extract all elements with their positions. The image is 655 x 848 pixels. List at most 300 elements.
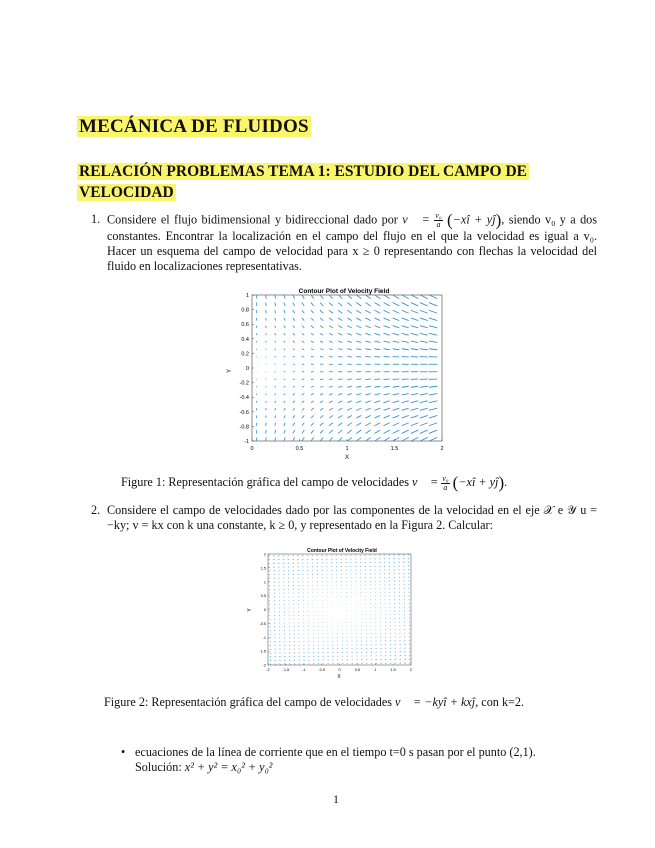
vector-arrow: [402, 401, 409, 403]
vector-arrow: [385, 641, 386, 642]
vector-arrow: [284, 386, 285, 387]
vector-arrow: [293, 341, 295, 342]
vector-arrow: [394, 577, 395, 578]
vector-arrow: [274, 574, 275, 575]
vector-arrow: [347, 408, 351, 410]
vector-arrow: [393, 303, 400, 306]
vector-arrow: [320, 415, 323, 418]
vector-arrow: [288, 559, 289, 560]
vector-arrow: [393, 555, 394, 556]
vector-arrow: [356, 379, 361, 380]
y-tick-label: 0.6: [241, 322, 249, 329]
vector-arrow: [402, 394, 409, 395]
vector-arrow: [393, 558, 394, 559]
vector-arrow: [408, 569, 409, 570]
vector-arrow: [275, 630, 276, 631]
vector-arrow: [284, 641, 285, 642]
vector-arrow: [356, 437, 361, 441]
vector-arrow: [385, 644, 386, 645]
figure-1-axes: [252, 295, 442, 441]
y-tick-label: 0.8: [241, 307, 249, 314]
vector-arrow: [275, 295, 276, 299]
vector-arrow: [266, 295, 267, 299]
vector-arrow: [283, 559, 284, 560]
vector-arrow: [399, 569, 400, 570]
vector-arrow: [402, 356, 409, 357]
vector-arrow: [293, 589, 294, 590]
vector-arrow: [283, 563, 284, 564]
vector-arrow: [394, 573, 395, 574]
vector-arrow: [278, 555, 279, 556]
vector-arrow: [408, 577, 409, 578]
problem-1-text: Considere el flujo bidimensional y bidireccional dado por v⃗ = $\frac{\text{v₀}}{a}$ (−xî + yĵ), siendo v₀ y a dos constantes. Encontrar la localización en el campo del flujo en el que la velocidad es igual a v₀. Hacer un esquema del campo de velocidad para x ≥ 0 representando con flechas la velocidad del fluido en localizaciones representativas.: [107, 210, 598, 273]
vector-arrow: [420, 318, 428, 321]
vector-arrow: [275, 637, 276, 638]
vector-arrow: [303, 637, 304, 638]
vector-arrow: [329, 303, 333, 306]
vector-arrow: [384, 558, 385, 559]
vector-arrow: [356, 333, 361, 335]
vector-arrow: [274, 585, 275, 586]
vector-arrow: [374, 415, 380, 418]
vector-arrow: [356, 394, 361, 395]
vector-arrow: [385, 637, 386, 638]
vector-arrow: [311, 401, 314, 403]
vector-arrow: [275, 356, 276, 357]
vector-arrow: [303, 649, 304, 650]
vector-arrow: [284, 437, 285, 441]
vector-arrow: [289, 637, 290, 638]
vector-arrow: [402, 295, 409, 299]
vector-arrow: [374, 566, 375, 567]
vector-arrow: [389, 566, 390, 567]
vector-arrow: [299, 664, 300, 665]
vector-arrow: [320, 318, 323, 321]
vector-arrow: [384, 555, 385, 556]
vector-arrow: [275, 379, 276, 380]
vector-arrow: [375, 581, 376, 582]
vector-arrow: [302, 295, 304, 299]
vector-arrow: [403, 562, 404, 563]
vector-arrow: [302, 303, 304, 306]
vector-arrow: [338, 303, 342, 306]
x-tick-label: -1.5: [282, 668, 290, 672]
vector-arrow: [278, 570, 279, 571]
figure-2-arrows: [268, 554, 410, 664]
vector-arrow: [365, 415, 370, 418]
section-heading: RELACIÓN PROBLEMAS TEMA 1: ESTUDIO DEL CAMPO DE VELOCIDAD: [79, 163, 527, 201]
vector-arrow: [384, 349, 390, 350]
vector-arrow: [365, 386, 370, 387]
vector-arrow: [365, 333, 370, 335]
vector-arrow: [394, 584, 395, 585]
vector-arrow: [299, 660, 300, 661]
vector-arrow: [284, 379, 285, 380]
vector-arrow: [329, 437, 333, 441]
vector-arrow: [275, 386, 276, 387]
vector-arrow: [320, 341, 323, 342]
vector-arrow: [270, 645, 271, 646]
vector-arrow: [411, 303, 418, 306]
vector-arrow: [275, 641, 276, 642]
figure-1-title: Contour Plot of Velocity Field: [298, 288, 390, 295]
vector-arrow: [411, 333, 418, 335]
vector-arrow: [303, 630, 304, 631]
vector-arrow: [398, 566, 399, 567]
vector-arrow: [320, 303, 323, 306]
vector-arrow: [390, 633, 391, 634]
vector-arrow: [278, 574, 279, 575]
vector-arrow: [320, 310, 323, 313]
vector-arrow: [395, 644, 396, 645]
vector-arrow: [284, 415, 285, 418]
vector-arrow: [289, 649, 290, 650]
vector-arrow: [420, 356, 428, 357]
vector-arrow: [399, 573, 400, 574]
vector-arrow: [284, 637, 285, 638]
vector-arrow: [356, 430, 361, 433]
x-tick-label: 1: [374, 668, 377, 672]
vector-arrow: [379, 555, 380, 556]
vector-arrow: [420, 295, 428, 299]
vector-arrow: [384, 566, 385, 567]
vector-arrow: [380, 648, 381, 649]
vector-arrow: [299, 652, 300, 653]
vector-arrow: [403, 566, 404, 567]
vector-arrow: [404, 644, 405, 645]
vector-arrow: [279, 634, 280, 635]
y-tick-label: -0.6: [239, 409, 249, 416]
vector-arrow: [275, 430, 276, 433]
vector-arrow: [299, 641, 300, 642]
vector-arrow: [347, 379, 351, 380]
vector-arrow: [284, 394, 285, 395]
vector-arrow: [376, 652, 377, 653]
vector-arrow: [376, 663, 377, 664]
vector-arrow: [338, 408, 342, 410]
vector-arrow: [303, 582, 304, 583]
vector-arrow: [274, 589, 275, 590]
vector-arrow: [384, 341, 390, 342]
vector-arrow: [385, 588, 386, 589]
vector-arrow: [320, 379, 323, 380]
vector-arrow: [275, 664, 276, 665]
vector-arrow: [420, 415, 428, 418]
vector-arrow: [338, 318, 342, 321]
vector-arrow: [279, 630, 280, 631]
vector-arrow: [284, 310, 285, 313]
vector-arrow: [329, 349, 333, 350]
vector-arrow: [275, 423, 276, 426]
vector-arrow: [266, 379, 267, 380]
vector-arrow: [293, 379, 295, 380]
vector-arrow: [404, 640, 405, 641]
vector-arrow: [398, 562, 399, 563]
vector-arrow: [390, 648, 391, 649]
vector-arrow: [379, 566, 380, 567]
vector-arrow: [404, 577, 405, 578]
vector-arrow: [288, 582, 289, 583]
vector-arrow: [403, 573, 404, 574]
vector-arrow: [365, 310, 370, 313]
vector-arrow: [278, 563, 279, 564]
vector-arrow: [347, 341, 351, 342]
vector-arrow: [395, 652, 396, 653]
vector-arrow: [294, 652, 295, 653]
vector-arrow: [374, 356, 380, 357]
vector-arrow: [408, 558, 409, 559]
vector-arrow: [293, 570, 294, 571]
vector-arrow: [380, 588, 381, 589]
vector-arrow: [375, 570, 376, 571]
y-tick-label: -1: [244, 439, 249, 445]
vector-arrow: [395, 629, 396, 630]
problem-2-number: 2.: [91, 503, 101, 517]
vector-arrow: [302, 563, 303, 564]
vector-arrow: [294, 664, 295, 665]
vector-arrow: [393, 379, 400, 380]
vector-arrow: [329, 318, 333, 321]
vector-arrow: [298, 567, 299, 568]
vector-arrow: [393, 310, 400, 313]
vector-arrow: [356, 408, 361, 410]
vector-arrow: [393, 386, 400, 387]
y-tick-label: 1.5: [260, 566, 266, 571]
vector-arrow: [402, 333, 409, 335]
vector-arrow: [409, 644, 410, 645]
vector-arrow: [270, 630, 271, 631]
vector-arrow: [390, 663, 391, 664]
vector-arrow: [365, 408, 370, 410]
vector-arrow: [374, 303, 380, 306]
vector-arrow: [279, 645, 280, 646]
x-tick-label: 1: [345, 446, 349, 452]
vector-arrow: [302, 430, 304, 433]
vector-arrow: [302, 394, 304, 395]
vector-arrow: [409, 651, 410, 652]
vector-arrow: [311, 295, 314, 299]
vector-arrow: [302, 415, 304, 418]
vector-arrow: [270, 641, 271, 642]
vector-arrow: [393, 437, 400, 441]
vector-arrow: [384, 570, 385, 571]
vector-arrow: [374, 555, 375, 556]
vector-arrow: [411, 326, 418, 328]
vector-arrow: [420, 310, 428, 313]
vector-arrow: [266, 356, 267, 357]
vector-arrow: [279, 649, 280, 650]
vector-arrow: [299, 656, 300, 657]
x-tick-label: 0.5: [295, 446, 304, 452]
vector-arrow: [356, 356, 361, 357]
vector-arrow: [266, 318, 267, 321]
vector-arrow: [374, 326, 380, 328]
vector-arrow: [303, 585, 304, 586]
vector-arrow: [356, 318, 361, 321]
vector-arrow: [270, 652, 271, 653]
vector-arrow: [278, 559, 279, 560]
vector-arrow: [393, 394, 400, 395]
vector-arrow: [284, 589, 285, 590]
vector-arrow: [385, 659, 386, 660]
vector-arrow: [429, 430, 437, 433]
vector-arrow: [389, 573, 390, 574]
vector-arrow: [380, 652, 381, 653]
vector-arrow: [420, 386, 428, 387]
vector-arrow: [311, 318, 314, 321]
vector-arrow: [289, 634, 290, 635]
vector-arrow: [302, 333, 304, 335]
vector-arrow: [393, 349, 400, 350]
vector-arrow: [400, 648, 401, 649]
vector-arrow: [275, 652, 276, 653]
vector-arrow: [284, 660, 285, 661]
vector-arrow: [408, 573, 409, 574]
vector-arrow: [379, 573, 380, 574]
vector-arrow: [293, 559, 294, 560]
vector-arrow: [390, 637, 391, 638]
vector-arrow: [380, 644, 381, 645]
vector-arrow: [275, 437, 276, 441]
vector-arrow: [404, 584, 405, 585]
vector-arrow: [404, 655, 405, 656]
vector-arrow: [374, 379, 380, 380]
y-tick-label: -0.2: [239, 380, 249, 387]
vector-arrow: [293, 349, 295, 350]
vector-arrow: [294, 630, 295, 631]
vector-arrow: [293, 437, 295, 441]
vector-arrow: [266, 408, 267, 410]
vector-arrow: [390, 659, 391, 660]
vector-arrow: [356, 415, 361, 418]
vector-arrow: [338, 349, 342, 350]
bullet-solution: Solución: x² + y² = x₀² + y₀²: [135, 760, 273, 774]
vector-arrow: [303, 645, 304, 646]
vector-arrow: [411, 295, 418, 299]
vector-arrow: [293, 578, 294, 579]
problem-1-number: 1.: [91, 212, 101, 226]
vector-arrow: [365, 394, 370, 395]
vector-arrow: [356, 341, 361, 342]
vector-arrow: [429, 318, 437, 321]
vector-arrow: [294, 660, 295, 661]
vector-arrow: [365, 437, 370, 441]
vector-arrow: [385, 633, 386, 634]
figure-2-caption: Figure 2: Representación gráfica del campo de velocidades v⃗ = −kyî + kxĵ, con k=2.: [104, 695, 525, 709]
vector-arrow: [269, 585, 270, 586]
vector-arrow: [302, 570, 303, 571]
vector-arrow: [402, 423, 409, 426]
vector-arrow: [275, 310, 276, 313]
vector-arrow: [275, 660, 276, 661]
vector-arrow: [266, 386, 267, 387]
figure-2-xlabel: X: [337, 674, 341, 680]
vector-arrow: [284, 664, 285, 665]
vector-arrow: [288, 578, 289, 579]
vector-arrow: [298, 578, 299, 579]
vector-arrow: [375, 573, 376, 574]
y-tick-label: -0.4: [239, 395, 249, 402]
vector-arrow: [408, 554, 409, 555]
x-tick-label: 1.5: [390, 668, 396, 672]
vector-arrow: [365, 326, 370, 328]
vector-arrow: [311, 394, 314, 395]
vector-arrow: [374, 341, 380, 342]
vector-arrow: [303, 634, 304, 635]
y-tick-label: -1: [262, 635, 266, 640]
vector-arrow: [402, 349, 409, 350]
y-tick-label: 0: [245, 366, 249, 372]
vector-arrow: [283, 578, 284, 579]
vector-arrow: [390, 652, 391, 653]
figure-1-xlabel: X: [344, 455, 350, 461]
vector-arrow: [293, 394, 295, 395]
vector-arrow: [266, 415, 267, 418]
vector-arrow: [374, 386, 380, 387]
vector-arrow: [375, 588, 376, 589]
vector-arrow: [311, 356, 314, 357]
vector-arrow: [266, 341, 267, 342]
vector-arrow: [402, 408, 409, 410]
vector-arrow: [429, 333, 437, 335]
vector-arrow: [374, 295, 380, 299]
vector-arrow: [275, 645, 276, 646]
vector-arrow: [390, 655, 391, 656]
vector-arrow: [356, 303, 361, 306]
vector-arrow: [384, 318, 390, 321]
vector-arrow: [400, 644, 401, 645]
vector-arrow: [420, 333, 428, 335]
vector-arrow: [347, 430, 351, 433]
vector-arrow: [409, 584, 410, 585]
vector-arrow: [311, 341, 314, 342]
vector-arrow: [320, 333, 323, 335]
vector-arrow: [384, 356, 390, 357]
y-tick-label: 0.2: [241, 351, 249, 358]
vector-arrow: [389, 562, 390, 563]
y-tick-label: 1: [263, 580, 266, 585]
vector-arrow: [311, 310, 314, 313]
vector-arrow: [293, 356, 295, 357]
vector-arrow: [293, 415, 295, 418]
vector-arrow: [266, 333, 267, 335]
vector-arrow: [420, 401, 428, 403]
vector-arrow: [385, 585, 386, 586]
vector-arrow: [294, 634, 295, 635]
vector-arrow: [389, 581, 390, 582]
vector-arrow: [289, 660, 290, 661]
vector-arrow: [275, 349, 276, 350]
vector-arrow: [399, 577, 400, 578]
vector-arrow: [402, 310, 409, 313]
vector-arrow: [380, 585, 381, 586]
vector-arrow: [398, 558, 399, 559]
vector-arrow: [376, 648, 377, 649]
vector-arrow: [403, 569, 404, 570]
vector-arrow: [402, 326, 409, 328]
x-tick-label: 0: [338, 668, 341, 672]
vector-arrow: [275, 649, 276, 650]
vector-arrow: [268, 559, 269, 560]
vector-arrow: [311, 303, 314, 306]
vector-arrow: [420, 349, 428, 350]
vector-arrow: [289, 630, 290, 631]
figure-2-axes: [268, 554, 411, 665]
vector-arrow: [311, 423, 314, 426]
vector-arrow: [338, 401, 342, 403]
vector-arrow: [275, 303, 276, 306]
vector-arrow: [266, 326, 267, 328]
